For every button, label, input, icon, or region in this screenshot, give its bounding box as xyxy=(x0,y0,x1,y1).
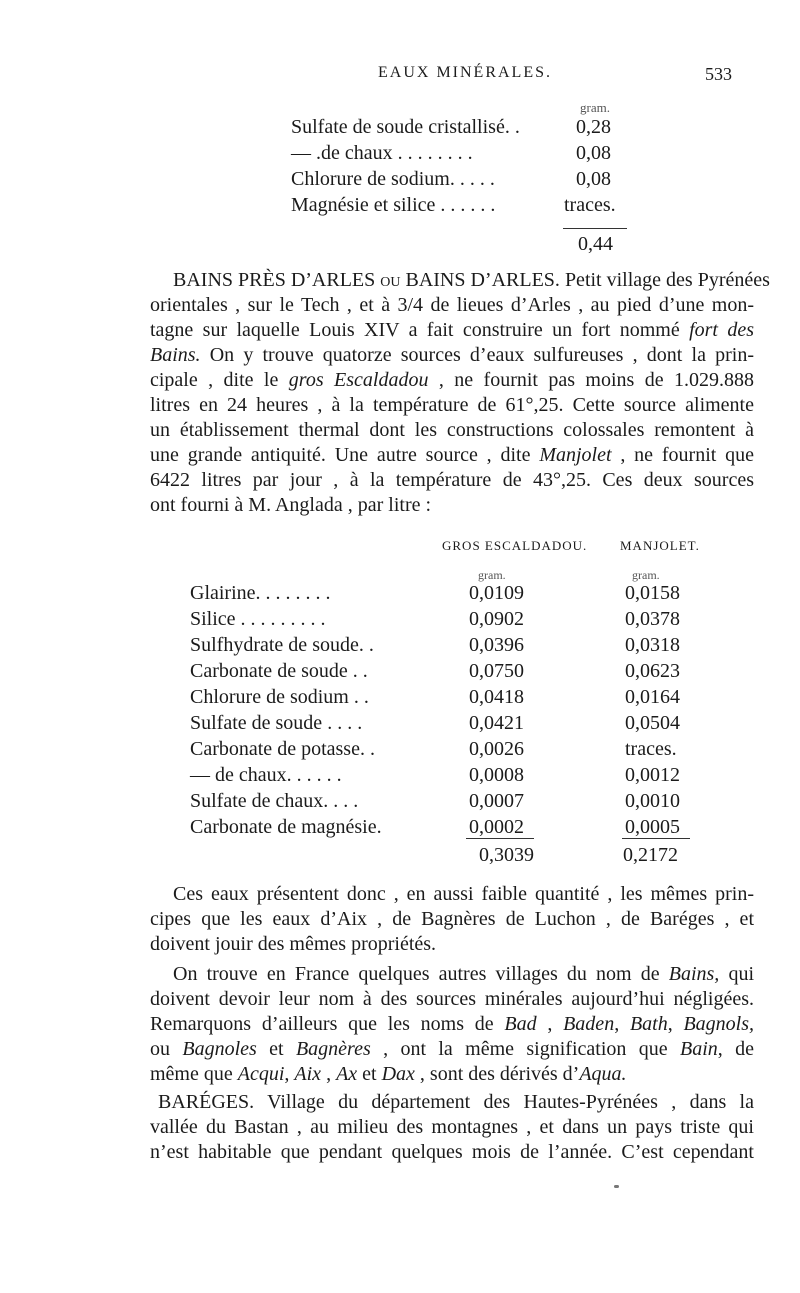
text-run: , sont des dérivés d’ xyxy=(414,1063,580,1085)
text-run: cipes que les eaux d’Aix , de Bagnères de Luchon , de Baréges , et xyxy=(150,908,754,930)
text-run: litres en 24 heures , à la température de 61°,25. Cette source alimente xyxy=(150,394,754,416)
text-run: ont fourni à M. Anglada , par litre : xyxy=(150,494,432,516)
gros-value: 0,0418 xyxy=(469,686,524,708)
substance-label: Carbonate de potasse. . xyxy=(190,738,375,760)
manjolet-value: 0,0005 xyxy=(625,816,680,838)
substance-value: 0,08 xyxy=(576,168,611,190)
substance-label: Chlorure de sodium. . . . . xyxy=(291,168,495,190)
text-run: cipale , dite le xyxy=(150,369,289,391)
text-run: Ces eaux présentent donc , en aussi faible quantité , les mêmes prin- xyxy=(173,883,754,905)
table-row xyxy=(190,790,750,816)
substance-value: traces. xyxy=(564,194,616,216)
text-line xyxy=(150,368,754,393)
text-run: On y trouve quatorze sources d’eaux sulfureuses , dont la prin- xyxy=(200,344,754,366)
text-line xyxy=(150,932,754,957)
eaux-paragraph xyxy=(150,882,754,957)
text-line xyxy=(150,1090,754,1115)
italic-run: Aqua. xyxy=(579,1063,627,1085)
substance-label: Glairine. . . . . . . . xyxy=(190,582,331,604)
manjolet-value: 0,0012 xyxy=(625,764,680,786)
text-run: même que xyxy=(150,1063,238,1085)
italic-run: fort des xyxy=(689,319,754,341)
italic-run: Bagnères xyxy=(295,1038,371,1060)
gros-value: 0,0421 xyxy=(469,712,524,734)
text-run: , ne fournit que xyxy=(611,444,754,466)
text-line xyxy=(150,882,754,907)
table-row xyxy=(190,608,750,634)
text-line xyxy=(150,1115,754,1140)
text-run: n’est habitable que pendant quelques mois de l’année. C’est cependant xyxy=(150,1141,754,1163)
text-line xyxy=(150,268,770,293)
text-run: , xyxy=(614,1013,630,1035)
total-rule-manjolet xyxy=(622,838,690,839)
italic-run: Manjolet xyxy=(539,444,612,466)
text-run: , xyxy=(284,1063,295,1085)
italic-run: Ax xyxy=(336,1063,358,1085)
italic-run: Acqui xyxy=(237,1063,285,1085)
table-row xyxy=(291,116,651,142)
italic-run: Bains. xyxy=(150,344,201,366)
text-run: qui xyxy=(719,963,754,985)
text-line xyxy=(150,493,754,518)
manjolet-value: 0,0623 xyxy=(625,660,680,682)
text-run: doivent jouir des mêmes propriétés. xyxy=(150,933,437,955)
text-run: vallée du Bastan , au milieu des montagnes , et dans un pays triste qui xyxy=(150,1116,754,1138)
column-header-manjolet: MANJOLET. xyxy=(620,538,700,553)
running-head xyxy=(0,60,800,90)
unit-label: gram. xyxy=(632,568,660,582)
substance-label: Sulfate de soude cristallisé. . xyxy=(291,116,520,138)
italic-run: Bagnols, xyxy=(683,1013,755,1035)
italic-run: Bad xyxy=(504,1013,537,1035)
total-rule-gros xyxy=(466,838,534,839)
total-manjolet: 0,2172 xyxy=(623,844,678,866)
text-line xyxy=(150,318,754,343)
text-run: tagne sur laquelle Louis XIV a fait construire un fort nommé xyxy=(150,319,690,341)
table-row xyxy=(190,738,750,764)
text-run: et xyxy=(256,1038,296,1060)
text-line xyxy=(150,907,754,932)
text-run: , xyxy=(321,1063,337,1085)
table-total: 0,44 xyxy=(578,233,613,255)
text-line xyxy=(150,987,754,1012)
table-row xyxy=(291,168,651,194)
table-row xyxy=(190,634,750,660)
manjolet-value: 0,0158 xyxy=(625,582,680,604)
table-row xyxy=(291,194,651,220)
text-line xyxy=(150,343,754,368)
substance-label: Carbonate de magnésie. xyxy=(190,816,382,838)
substance-label: Silice . . . . . . . . . xyxy=(190,608,326,630)
gros-value: 0,0026 xyxy=(469,738,524,760)
gros-value: 0,0002 xyxy=(469,816,524,838)
italic-run: Bagnoles xyxy=(182,1038,257,1060)
entry-heading: BARÉGES. xyxy=(158,1091,255,1113)
manjolet-value: 0,0010 xyxy=(625,790,680,812)
italic-run: Aix xyxy=(294,1063,322,1085)
italic-run: gros Escaldadou xyxy=(288,369,429,391)
text-line xyxy=(150,443,754,468)
text-line xyxy=(150,1140,754,1165)
italic-run: Bain xyxy=(679,1038,718,1060)
gros-value: 0,0109 xyxy=(469,582,524,604)
text-line xyxy=(150,418,754,443)
unit-label: gram. xyxy=(478,568,506,582)
text-run: ou xyxy=(150,1038,183,1060)
text-run: , ne fournit pas moins de 1.029.888 xyxy=(428,369,755,391)
text-line xyxy=(150,393,754,418)
total-rule xyxy=(563,228,627,229)
gros-value: 0,0007 xyxy=(469,790,524,812)
manjolet-value: 0,0378 xyxy=(625,608,680,630)
ink-speck xyxy=(614,1185,619,1188)
page-number: 533 xyxy=(705,64,732,84)
gros-value: 0,0902 xyxy=(469,608,524,630)
substance-value: 0,28 xyxy=(576,116,611,138)
manjolet-value: 0,0504 xyxy=(625,712,680,734)
bareges-paragraph xyxy=(150,1090,754,1165)
substance-value: 0,08 xyxy=(576,142,611,164)
substance-label: Sulfate de soude . . . . xyxy=(190,712,363,734)
bains-paragraph xyxy=(150,268,770,518)
text-run: Petit village des Pyrénées xyxy=(559,269,770,291)
italic-run: Bath xyxy=(629,1013,668,1035)
running-head-title: EAUX MINÉRALES. xyxy=(378,64,552,81)
gros-value: 0,0750 xyxy=(469,660,524,682)
italic-run: Dax xyxy=(381,1063,415,1085)
text-run: , xyxy=(536,1013,564,1035)
text-line xyxy=(150,1012,754,1037)
text-run: doivent devoir leur nom à des sources minérales aujourd’hui négligées. xyxy=(150,988,754,1010)
text-line xyxy=(150,468,754,493)
substance-label: Magnésie et silice . . . . . . xyxy=(291,194,496,216)
table-row xyxy=(190,712,750,738)
text-run: , de xyxy=(717,1038,755,1060)
unit-label: gram. xyxy=(580,100,610,115)
substance-label: Sulfhydrate de soude. . xyxy=(190,634,374,656)
text-run: On trouve en France quelques autres villages du nom de xyxy=(173,963,669,985)
text-run: , ont la même signification que xyxy=(370,1038,680,1060)
table-row xyxy=(190,686,750,712)
text-line xyxy=(150,293,754,318)
substance-label: Carbonate de soude . . xyxy=(190,660,368,682)
table-row xyxy=(190,764,750,790)
text-line xyxy=(150,1062,754,1087)
manjolet-value: traces. xyxy=(625,738,677,760)
text-run: et xyxy=(357,1063,382,1085)
total-gros: 0,3039 xyxy=(479,844,534,866)
substance-label: Sulfate de chaux. . . . xyxy=(190,790,359,812)
manjolet-value: 0,0164 xyxy=(625,686,680,708)
substance-label: — .de chaux . . . . . . . . xyxy=(291,142,473,164)
manjolet-value: 0,0318 xyxy=(625,634,680,656)
text-run: Village du département des Hautes-Pyrénées , dans la xyxy=(254,1091,754,1113)
substance-label: Chlorure de sodium . . xyxy=(190,686,369,708)
text-run: orientales , sur le Tech , et à 3/4 de lieues d’Arles , au pied d’une mon- xyxy=(150,294,754,316)
text-line xyxy=(150,962,754,987)
table-row xyxy=(291,142,651,168)
text-line xyxy=(150,1037,754,1062)
gros-value: 0,0396 xyxy=(469,634,524,656)
gros-value: 0,0008 xyxy=(469,764,524,786)
text-run: Remarquons d’ailleurs que les noms de xyxy=(150,1013,505,1035)
entry-heading: BAINS PRÈS D’ARLES ou BAINS D’ARLES. xyxy=(173,269,560,291)
italic-run: Bains, xyxy=(668,963,720,985)
column-header-gros-escaldadou: GROS ESCALDADOU. xyxy=(442,538,588,553)
text-run: 6422 litres par jour , à la température de 43°,25. Ces deux sources xyxy=(150,469,754,491)
bains-names-paragraph xyxy=(150,962,754,1087)
table-row xyxy=(190,582,750,608)
text-run: un établissement thermal dont les constructions colossales remontent à xyxy=(150,419,754,441)
text-run: une grande antiquité. Une autre source , dite xyxy=(150,444,540,466)
text-run: , xyxy=(667,1013,684,1035)
italic-run: Baden xyxy=(563,1013,615,1035)
substance-label: — de chaux. . . . . . xyxy=(190,764,342,786)
table-row xyxy=(190,660,750,686)
